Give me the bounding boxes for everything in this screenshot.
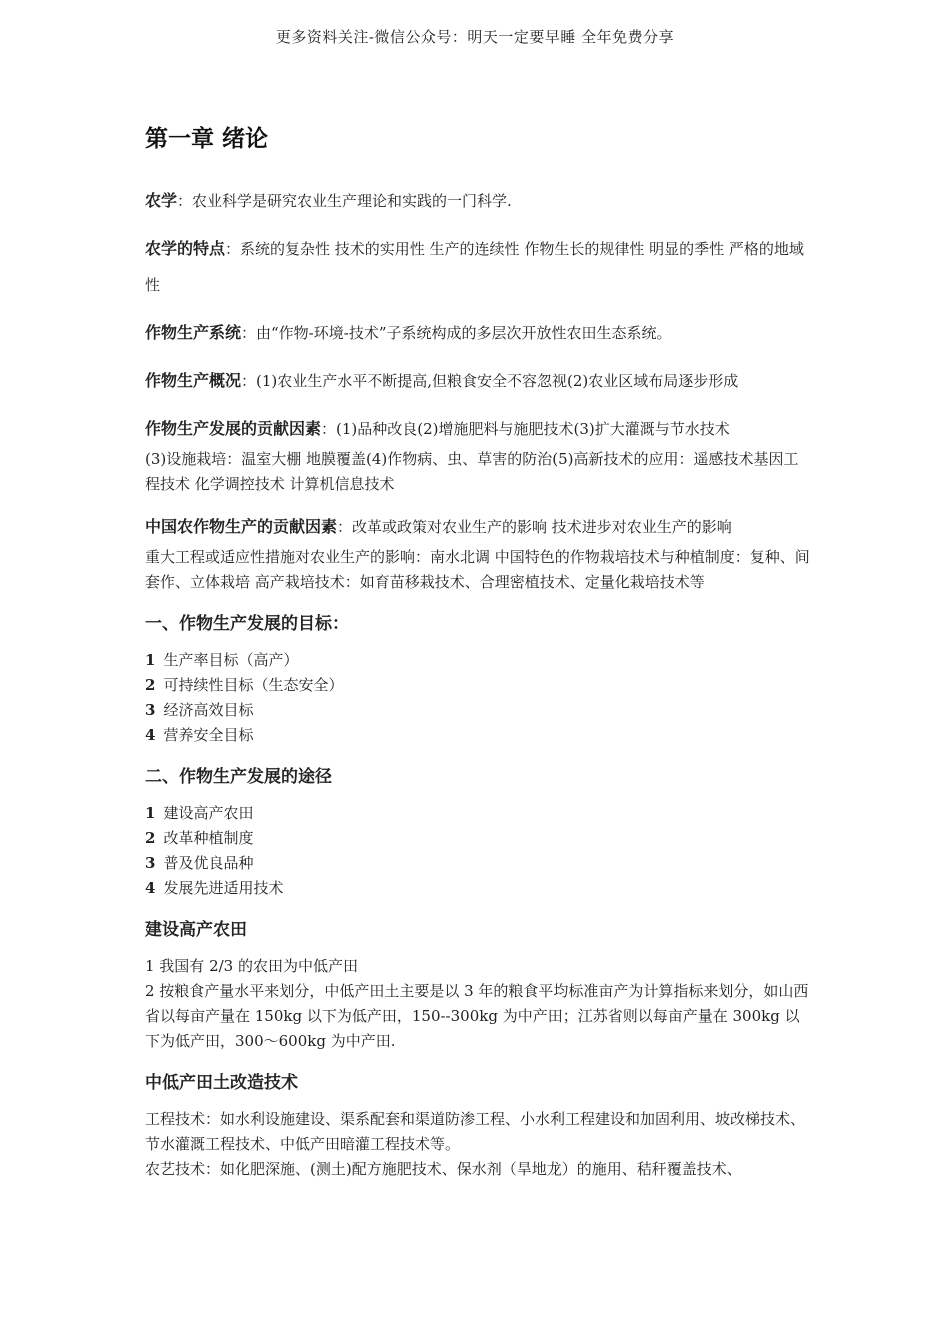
section-heading-goals: 一、作物生产发展的目标： xyxy=(145,614,349,634)
list-item: 2 改革种植制度 xyxy=(145,829,254,847)
high-yield-point-1: 1 我国有 2/3 的农田为中低产田 xyxy=(145,957,358,975)
list-item: 1 生产率目标（高产） xyxy=(145,651,299,669)
term-label: 农学 xyxy=(145,191,178,210)
definition-contribution xyxy=(145,411,810,447)
term-text: ：(1)品种改良(2)增施肥料与施肥技术(3)扩大灌溉与节水技术 xyxy=(321,420,730,438)
agronomic-tech: 农艺技术：如化肥深施、(测土)配方施肥技术、保水剂（旱地龙）的施用、秸秆覆盖技术、 xyxy=(145,1160,742,1178)
definition-china-contribution xyxy=(145,509,810,545)
engineering-tech: 工程技术：如水利设施建设、渠系配套和渠道防渗工程、小水利工程建设和加固利用、坡改梯技术、节水灌溉工程技术、中低产田暗灌工程技术等。 xyxy=(145,1110,806,1153)
section-heading-ways: 二、作物生产发展的途径 xyxy=(145,767,332,787)
list-item: 1 建设高产农田 xyxy=(145,804,254,822)
section-heading-high-yield: 建设高产农田 xyxy=(145,920,247,940)
section-heading-improvement: 中低产田土改造技术 xyxy=(145,1073,298,1093)
definition-agronomy-features xyxy=(145,231,810,303)
list-item: 4 营养安全目标 xyxy=(145,726,254,744)
term-text: ：(1)农业生产水平不断提高,但粮食安全不容忽视(2)农业区域布局逐步形成 xyxy=(241,372,739,390)
term-label: 作物生产发展的贡献因素 xyxy=(145,419,322,438)
list-item: 3 经济高效目标 xyxy=(145,701,254,719)
ways-list xyxy=(145,801,810,901)
list-item: 3 普及优良品种 xyxy=(145,854,254,872)
term-text: ：改革或政策对农业生产的影响 技术进步对农业生产的影响 xyxy=(337,518,732,536)
term-text: ：系统的复杂性 技术的实用性 生产的连续性 作物生长的规律性 明显的季性 严格的地域性 xyxy=(145,240,804,294)
definition-crop-overview xyxy=(145,363,810,399)
high-yield-point-2: 2 按粮食产量水平来划分，中低产田土主要是以 3 年的粮食平均标准亩产为计算指标来划分，如山西省以每亩产量在 150kg 以下为低产田，150--300kg 为中产田；江苏省则以每亩产量在 300kg 以下为低产田，300～600kg 为中产田. xyxy=(145,982,809,1050)
definition-crop-system xyxy=(145,315,810,351)
goals-list xyxy=(145,648,810,748)
term-label: 农学的特点 xyxy=(145,239,226,258)
document-body xyxy=(145,120,810,1194)
term-text: ：由“作物-环境-技术”子系统构成的多层次开放性农田生态系统。 xyxy=(241,324,672,342)
term-label: 作物生产概况 xyxy=(145,371,242,390)
term-label: 中国农作物生产的贡献因素 xyxy=(145,517,338,536)
list-item: 4 发展先进适用技术 xyxy=(145,879,284,897)
term-label: 作物生产系统 xyxy=(145,323,242,342)
term-text: ：农业科学是研究农业生产理论和实践的一门科学. xyxy=(177,192,512,210)
page-header: 更多资料关注-微信公众号：明天一定要早睡 全年免费分享 xyxy=(275,28,675,46)
china-contribution-continued: 重大工程或适应性措施对农业生产的影响：南水北调 中国特色的作物栽培技术与种植制度：复种、间套作、立体栽培 高产栽培技术：如育苗移栽技术、合理密植技术、定量化栽培技术等 xyxy=(145,548,810,591)
contribution-continued: (3)设施栽培：温室大棚 地膜覆盖(4)作物病、虫、草害的防治(5)高新技术的应用：遥感技术基因工程技术 化学调控技术 计算机信息技术 xyxy=(145,450,799,493)
list-item: 2 可持续性目标（生态安全） xyxy=(145,676,344,694)
chapter-title: 第一章 绪论 xyxy=(145,126,269,152)
definition-agronomy xyxy=(145,183,810,219)
